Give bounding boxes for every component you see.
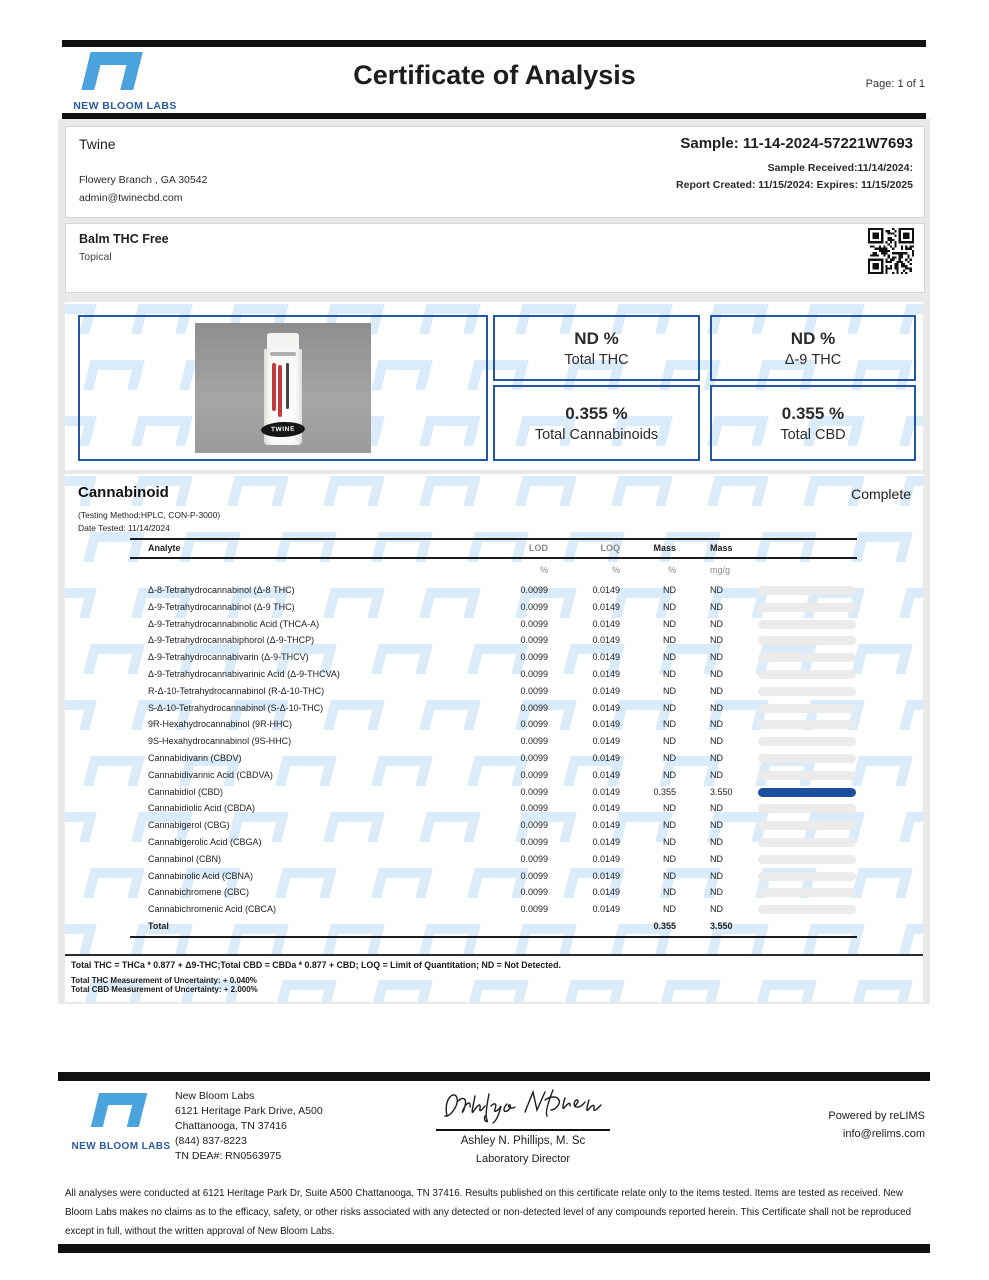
analyte-name: Δ-9-Tetrahydrocannabivarin (Δ-9-THCV) <box>148 652 309 663</box>
col-mass-pct: Mass <box>653 543 676 553</box>
result-bar <box>758 704 856 713</box>
d9-thc-label: Δ-9 THC <box>784 351 842 368</box>
analyte-name: Cannabichromene (CBC) <box>148 887 250 898</box>
mass-mgg-value: ND <box>710 685 723 696</box>
table-row <box>130 751 857 768</box>
total-cannabinoids-label: Total Cannabinoids <box>534 426 659 443</box>
cannabinoid-section <box>65 474 923 1002</box>
lod-value: 0.0099 <box>520 853 548 864</box>
loq-value: 0.0149 <box>592 635 620 646</box>
lod-value: 0.0099 <box>520 803 548 814</box>
lab-phone: (844) 837-8223 <box>175 1135 247 1147</box>
testing-method: (Testing Method:HPLC, CON-P-3000) <box>78 510 221 520</box>
result-bar <box>758 737 856 746</box>
table-row <box>130 852 857 869</box>
mass-percent-value: ND <box>663 601 676 612</box>
unit-mass-mgg: mg/g <box>710 565 731 575</box>
table-row <box>130 617 857 634</box>
report-created-expires: Report Created: 11/15/2024: Expires: 11/15/2025 <box>676 179 913 191</box>
lod-value: 0.0099 <box>520 601 548 612</box>
mass-mgg-value: ND <box>710 820 723 831</box>
mass-mgg-value: ND <box>710 635 723 646</box>
mass-percent-value: ND <box>663 904 676 915</box>
loq-value: 0.0149 <box>592 685 620 696</box>
result-bar <box>758 754 856 763</box>
col-loq: LOQ <box>600 543 620 553</box>
mass-percent-value: ND <box>663 702 676 713</box>
loq-value: 0.0149 <box>592 668 620 679</box>
footer-rule-bottom <box>58 1244 930 1253</box>
section-title: Cannabinoid <box>78 484 169 501</box>
loq-value: 0.0149 <box>592 618 620 629</box>
loq-value: 0.0149 <box>592 853 620 864</box>
mass-mgg-value: ND <box>710 836 723 847</box>
table-body <box>130 583 857 936</box>
qr-code-icon <box>866 226 916 281</box>
table-row <box>130 885 857 902</box>
loq-value: 0.0149 <box>592 870 620 881</box>
tube-brand-oval: TWINE <box>261 421 305 438</box>
result-bar <box>758 888 856 897</box>
analyte-name: Δ-8-Tetrahydrocannabinol (Δ-8 THC) <box>148 585 295 595</box>
mass-percent-value: ND <box>663 719 676 730</box>
result-bar <box>758 586 856 595</box>
result-bar <box>758 687 856 696</box>
analyte-name: Δ-9-Tetrahydrocannabinol (Δ-9 THC) <box>148 601 295 612</box>
mass-mgg-value: ND <box>710 769 723 780</box>
table-row <box>130 869 857 886</box>
table-bottom-rule <box>130 936 857 938</box>
result-bar <box>758 653 856 662</box>
lod-value: 0.0099 <box>520 685 548 696</box>
mass-percent-value: ND <box>663 803 676 814</box>
analyte-name: R-Δ-10-Tetrahydrocannabinol (R-Δ-10-THC) <box>148 685 325 696</box>
stat-total-cannabinoids <box>493 385 700 461</box>
analyte-name: Cannabinol (CBN) <box>148 853 222 864</box>
product-type: Topical <box>79 251 112 263</box>
tube-label-text <box>270 352 296 356</box>
mass-percent-value: ND <box>663 618 676 629</box>
result-bar <box>758 771 856 780</box>
signatory-title: Laboratory Director <box>475 1153 571 1165</box>
analyte-table <box>130 538 857 938</box>
result-bar <box>758 821 856 830</box>
lod-value: 0.0099 <box>520 752 548 763</box>
total-cbd-value: 0.355 % <box>781 403 845 423</box>
analyte-name: Cannabidiol (CBD) <box>148 786 224 797</box>
lod-value: 0.0099 <box>520 786 548 797</box>
sample-received-date: Sample Received:11/14/2024: <box>767 162 913 174</box>
analyte-name: Cannabinolic Acid (CBNA) <box>148 870 254 881</box>
table-row <box>130 583 857 600</box>
analyte-name: 9S-Hexahydrocannabinol (9S-HHC) <box>148 736 292 747</box>
mass-mgg-value: ND <box>710 904 723 915</box>
mass-mgg-value: ND <box>710 652 723 663</box>
mass-percent-value: 0.355 <box>653 920 676 931</box>
table-row <box>130 902 857 919</box>
col-analyte: Analyte <box>148 543 181 553</box>
table-row <box>130 734 857 751</box>
sample-id: Sample: 11-14-2024-57221W7693 <box>680 135 913 152</box>
loq-value: 0.0149 <box>592 836 620 847</box>
loq-value: 0.0149 <box>592 652 620 663</box>
client-email: admin@twinecbd.com <box>79 192 183 204</box>
page-title: Certificate of Analysis <box>353 60 636 90</box>
lod-value: 0.0099 <box>520 736 548 747</box>
mass-mgg-value: 3.550 <box>710 786 733 797</box>
analyte-name: 9R-Hexahydrocannabinol (9R-HHC) <box>148 719 293 730</box>
result-bar <box>758 720 856 729</box>
mass-percent-value: ND <box>663 635 676 646</box>
result-bar <box>758 603 856 612</box>
mass-percent-value: ND <box>663 685 676 696</box>
table-header-row <box>130 538 857 559</box>
mass-mgg-value: ND <box>710 853 723 864</box>
loq-value: 0.0149 <box>592 719 620 730</box>
unit-loq: % <box>611 565 620 575</box>
table-row <box>130 667 857 684</box>
result-bar <box>758 872 856 881</box>
table-row <box>130 818 857 835</box>
total-cannabinoids-value: 0.355 % <box>565 403 628 423</box>
loq-value: 0.0149 <box>592 904 620 915</box>
mass-mgg-value: ND <box>710 870 723 881</box>
lod-value: 0.0099 <box>520 769 548 780</box>
loq-value: 0.0149 <box>592 786 620 797</box>
lod-value: 0.0099 <box>520 887 548 898</box>
lod-value: 0.0099 <box>520 820 548 831</box>
mass-percent-value: ND <box>663 736 676 747</box>
lab-address-2: Chattanooga, TN 37416 <box>175 1120 287 1132</box>
loq-value: 0.0149 <box>592 887 620 898</box>
total-cbd-label: Total CBD <box>780 426 846 443</box>
lab-address-1: 6121 Heritage Park Drive, A500 <box>175 1105 323 1117</box>
unit-lod: % <box>539 565 548 575</box>
tube-red-graphic <box>272 363 276 411</box>
summary-section <box>65 302 923 470</box>
client-name: Twine <box>79 136 116 152</box>
result-bar-highlight <box>758 788 856 797</box>
mass-mgg-value: ND <box>710 618 723 629</box>
loq-value: 0.0149 <box>592 752 620 763</box>
date-tested: Date Tested: 11/14/2024 <box>78 523 170 533</box>
result-bar <box>758 670 856 679</box>
signature-block <box>428 1086 618 1165</box>
footer-logo-icon <box>91 1093 147 1127</box>
mass-mgg-value: ND <box>710 719 723 730</box>
result-bar <box>758 804 856 813</box>
table-row <box>130 701 857 718</box>
page-number-label: Page: 1 of 1 <box>865 78 925 90</box>
result-bar <box>758 636 856 645</box>
mass-percent-value: ND <box>663 870 676 881</box>
result-bar <box>758 855 856 864</box>
lod-value: 0.0099 <box>520 870 548 881</box>
mass-mgg-value: ND <box>710 887 723 898</box>
col-mass-mgg: Mass <box>710 543 733 553</box>
mass-percent-value: ND <box>663 820 676 831</box>
table-row <box>130 768 857 785</box>
table-row <box>130 801 857 818</box>
signature-line <box>436 1129 610 1131</box>
loq-value: 0.0149 <box>592 820 620 831</box>
analyte-name: S-Δ-10-Tetrahydrocannabinol (S-Δ-10-THC) <box>148 702 324 713</box>
loq-value: 0.0149 <box>592 702 620 713</box>
cbd-uncertainty: Total CBD Measurement of Uncertainty: + 2.000% <box>71 985 258 994</box>
stat-d9-thc <box>710 315 916 381</box>
mass-mgg-value: ND <box>710 668 723 679</box>
mass-percent-value: ND <box>663 752 676 763</box>
total-thc-label: Total THC <box>564 351 629 368</box>
stat-total-cbd <box>710 385 916 461</box>
loq-value: 0.0149 <box>592 585 620 595</box>
product-card <box>65 223 925 293</box>
loq-value: 0.0149 <box>592 736 620 747</box>
lod-value: 0.0099 <box>520 652 548 663</box>
client-address: Flowery Branch , GA 30542 <box>79 174 208 186</box>
lod-value: 0.0099 <box>520 618 548 629</box>
mass-mgg-value: ND <box>710 803 723 814</box>
loq-value: 0.0149 <box>592 601 620 612</box>
product-photo-frame <box>78 315 488 461</box>
d9-thc-value: ND % <box>790 328 836 348</box>
analyte-name: Cannabidiolic Acid (CBDA) <box>148 803 256 814</box>
mass-percent-value: ND <box>663 668 676 679</box>
signature-script <box>433 1086 613 1124</box>
mass-percent-value: ND <box>663 853 676 864</box>
mass-percent-value: ND <box>663 652 676 663</box>
footer-rule-top <box>58 1072 930 1081</box>
mass-mgg-value: ND <box>710 585 723 595</box>
mass-mgg-value: ND <box>710 736 723 747</box>
table-total-row <box>130 919 857 936</box>
lod-value: 0.0099 <box>520 668 548 679</box>
tube-red-graphic <box>278 365 282 417</box>
mass-percent-value: 0.355 <box>653 786 676 797</box>
mass-mgg-value: 3.550 <box>710 920 733 931</box>
col-lod: LOD <box>529 543 548 553</box>
lab-name: New Bloom Labs <box>175 1090 255 1102</box>
lod-value: 0.0099 <box>520 719 548 730</box>
loq-value: 0.0149 <box>592 769 620 780</box>
product-name: Balm THC Free <box>79 232 169 246</box>
footer-brand-name: NEW BLOOM LABS <box>71 1141 171 1152</box>
mass-mgg-value: ND <box>710 752 723 763</box>
thc-uncertainty: Total THC Measurement of Uncertainty: + 0.040% <box>71 976 257 985</box>
table-row <box>130 785 857 802</box>
disclaimer-text: All analyses were conducted at 6121 Heritage Park Dr, Suite A500 Chattanooga, TN 37416. Results published on this certificate relate only to the items tested. Items are tested as received. New Bloom Labs makes no claims as to the efficacy, safety, or other risks associated with any detected or non-detected level of any compounds reported herein. This Certificate shall not be reproduced except in full, without the written approval of New Bloom Labs. <box>65 1188 912 1237</box>
table-row <box>130 684 857 701</box>
analyte-name: Cannabidivarin (CBDV) <box>148 752 242 763</box>
loq-value: 0.0149 <box>592 803 620 814</box>
balm-tube-image <box>263 333 303 445</box>
mass-percent-value: ND <box>663 887 676 898</box>
lod-value: 0.0099 <box>520 904 548 915</box>
powered-by: Powered by reLIMS <box>828 1110 925 1122</box>
table-row <box>130 633 857 650</box>
lod-value: 0.0099 <box>520 585 548 595</box>
analyte-name: Δ-9-Tetrahydrocannabivarinic Acid (Δ-9-THCVA) <box>148 668 340 679</box>
mass-percent-value: ND <box>663 836 676 847</box>
analyte-name: Δ-9-Tetrahydrocannabiphorol (Δ-9-THCP) <box>148 635 315 646</box>
unit-mass-pct: % <box>667 565 676 575</box>
result-bar <box>758 838 856 847</box>
lims-contact-email: info@relims.com <box>842 1128 925 1140</box>
table-row <box>130 650 857 667</box>
tube-body <box>264 349 302 445</box>
table-units-row <box>130 559 857 583</box>
client-sample-card <box>65 126 925 218</box>
mass-percent-value: ND <box>663 769 676 780</box>
table-row <box>130 835 857 852</box>
mass-percent-value: ND <box>663 585 676 595</box>
result-bar <box>758 620 856 629</box>
analyte-name: Cannabigerolic Acid (CBGA) <box>148 836 262 847</box>
lab-dea-number: TN DEA#: RN0563975 <box>175 1150 282 1162</box>
lod-value: 0.0099 <box>520 635 548 646</box>
analyte-name: Total <box>148 920 169 931</box>
result-bar <box>758 905 856 914</box>
product-photo <box>195 323 371 453</box>
signatory-name: Ashley N. Phillips, M. Sc <box>460 1135 586 1147</box>
top-rule <box>62 40 926 47</box>
analyte-name: Cannabidivarinic Acid (CBDVA) <box>148 769 273 780</box>
table-footnote: Total THC = THCa * 0.877 + Δ9-THC;Total CBD = CBDa * 0.877 + CBD; LOQ = Limit of Quantitation; ND = Not Detected. <box>65 954 923 970</box>
total-thc-value: ND % <box>574 328 619 348</box>
mass-mgg-value: ND <box>710 601 723 612</box>
table-row <box>130 600 857 617</box>
tube-dark-graphic <box>286 363 289 409</box>
analyte-name: Cannabigerol (CBG) <box>148 820 230 831</box>
analyte-name: Δ-9-Tetrahydrocannabinolic Acid (THCA-A) <box>148 618 320 629</box>
section-status: Complete <box>851 486 911 502</box>
lod-value: 0.0099 <box>520 702 548 713</box>
analyte-name: Cannabichromenic Acid (CBCA) <box>148 904 277 915</box>
mass-mgg-value: ND <box>710 702 723 713</box>
brand-name: NEW BLOOM LABS <box>73 100 177 112</box>
stat-total-thc <box>493 315 700 381</box>
lod-value: 0.0099 <box>520 836 548 847</box>
table-row <box>130 717 857 734</box>
